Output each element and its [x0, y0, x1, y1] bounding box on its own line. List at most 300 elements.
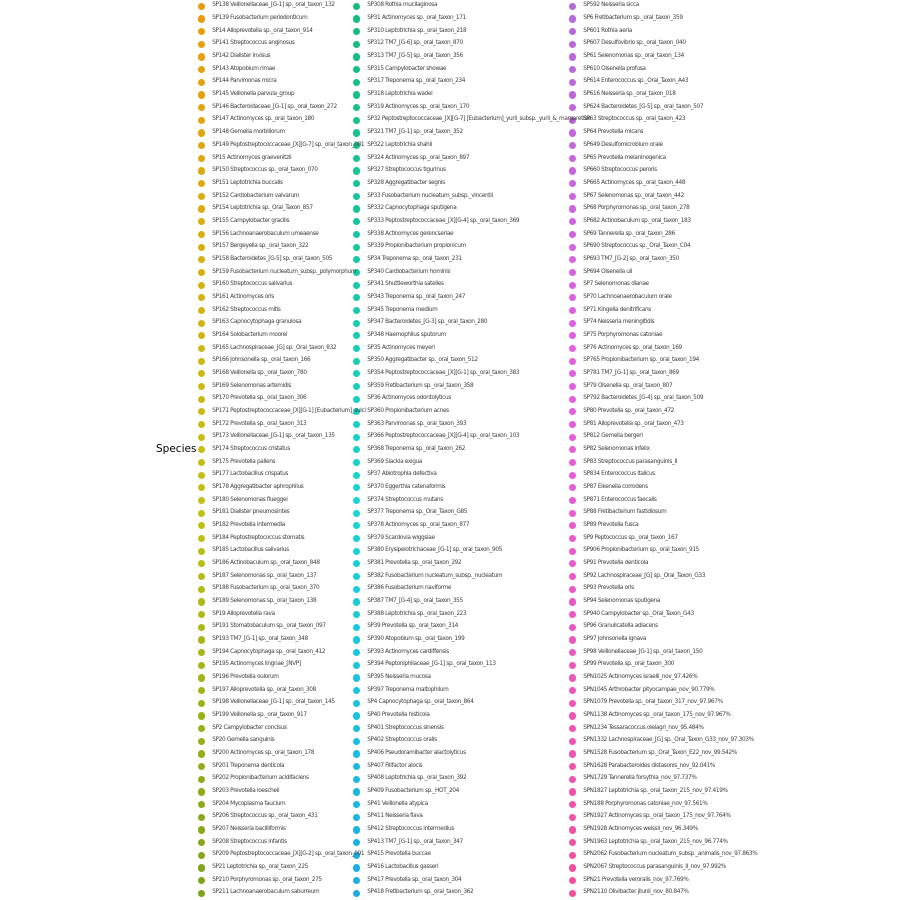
legend-entry-label: SP324 Actinomyces sp._oral_taxon_897 [367, 154, 470, 161]
legend-dot-icon [198, 307, 205, 314]
legend-entry-label: SP61 Selenomonas sp._oral_taxon_134 [583, 53, 684, 60]
legend-entry [198, 367, 366, 380]
legend-entry [353, 469, 591, 482]
legend-entry-label: SP138 Veillonellaceae_[G-1] sp._oral_taxon_132 [212, 2, 335, 9]
legend-entry [198, 811, 366, 824]
legend-entry [353, 849, 591, 862]
legend-entry [353, 215, 591, 228]
legend-entry [198, 51, 366, 64]
legend-entry-label: SP79 Olsenella sp._oral_taxon_807 [583, 382, 673, 389]
legend-entry [198, 862, 366, 875]
legend-dot-icon [198, 41, 205, 48]
legend-entry-label: SP204 Mycoplasma faucium [212, 800, 286, 807]
legend-entry-label: SP147 Actinomyces sp._oral_taxon_180 [212, 116, 315, 123]
legend-entry [198, 849, 366, 862]
legend-entry-label: SP206 Streptococcus sp._oral_taxon_431 [212, 813, 318, 820]
legend-entry-label: SP660 Streptococcus peroris [583, 167, 657, 174]
legend-entry [353, 25, 591, 38]
legend-entry [198, 393, 366, 406]
legend-entry [569, 482, 757, 495]
legend-entry-label: SP792 Bacteroidetes_[G-4] sp._oral_taxon_509 [583, 395, 704, 402]
legend-entry-label: SP370 Eggerthia catenaformis [367, 483, 446, 490]
legend-entry [198, 874, 366, 887]
legend-entry [353, 773, 591, 786]
legend-entry [353, 583, 591, 596]
legend-entry [198, 824, 366, 837]
legend-entry-label: SP387 TM7_[G-4] sp._oral_taxon_355 [367, 598, 463, 605]
legend-entry [569, 215, 757, 228]
legend-title: Species [156, 443, 197, 455]
legend-entry-label: SP180 Selenomonas flueggei [212, 496, 288, 503]
legend-entry [198, 760, 366, 773]
legend-entry [353, 634, 591, 647]
legend-dot-icon [198, 3, 205, 10]
legend-dot-icon [198, 231, 205, 238]
legend-entry-label: SPN2110 Olivibacter jilunii_nov_80.847% [583, 889, 689, 896]
legend-dot-icon [198, 776, 205, 783]
legend-entry-label: SP187 Selenomonas sp._oral_taxon_137 [212, 572, 317, 579]
legend-entry [569, 431, 757, 444]
legend-entry [569, 507, 757, 520]
legend-entry-label: SP71 Kingella denitrificans [583, 306, 651, 313]
legend-entry [353, 811, 591, 824]
legend-entry-label: SP193 TM7_[G-1] sp._oral_taxon_348 [212, 636, 308, 643]
legend-entry-label: SP15 Actinomyces graevenitzii [212, 154, 292, 161]
legend-entry [198, 152, 366, 165]
legend-dot-icon [198, 434, 205, 441]
legend-entry-label: SPN1138 Actinomyces sp._oral_taxon_175_nov_97.967% [583, 712, 731, 719]
legend-entry-label: SP32 Peptostreptococcaceae_[X][G-7] [Eubacterium]_yurii_subsp._yurii_&_margaretiae [367, 116, 591, 123]
legend-entry [198, 127, 366, 140]
legend-entry [353, 304, 591, 317]
legend-dot-icon [198, 446, 205, 453]
legend-entry [198, 773, 366, 786]
legend-entry-label: SP69 Tannerella sp._oral_taxon_286 [583, 230, 675, 237]
legend-entry [353, 291, 591, 304]
legend-entry [569, 279, 757, 292]
legend-entry [353, 241, 591, 254]
legend-entry-label: SP312 TM7_[G-6] sp._oral_taxon_870 [367, 40, 463, 47]
legend-dot-icon [198, 129, 205, 136]
legend-entry [569, 25, 757, 38]
legend-entry-label: SP173 Veillonellaceae_[G-1] sp._oral_taxon_135 [212, 433, 335, 440]
legend-entry-label: SP382 Fusobacterium nucleatum_subsp._nucleatum [367, 572, 503, 579]
legend-entry [198, 798, 366, 811]
legend-entry [353, 760, 591, 773]
legend-entry [198, 634, 366, 647]
legend-entry-label: SP610 Olsenella profusa [583, 65, 646, 72]
legend-entry [569, 735, 757, 748]
legend-entry-label: SP781 TM7_[G-1] sp._oral_taxon_869 [583, 369, 679, 376]
legend-entry-label: SP143 Atopobium rimae [212, 65, 276, 72]
legend-entry [569, 406, 757, 419]
legend-entry-label: SPN188 Porphyromonas catoniae_nov_97.561% [583, 800, 708, 807]
legend-dot-icon [198, 459, 205, 466]
legend-entry [353, 824, 591, 837]
legend-entry [569, 862, 757, 875]
legend-entry-label: SP196 Prevotella oulorum [212, 674, 279, 681]
legend-entry [198, 76, 366, 89]
legend-entry-label: SP37 Abiotrophia defectiva [367, 471, 437, 478]
legend-entry-label: SP74 Neisseria meningitidis [583, 319, 655, 326]
legend-entry-label: SP34 Treponema sp._oral_taxon_231 [367, 255, 462, 262]
legend-dot-icon [198, 674, 205, 681]
legend-entry-label: SPN1827 Leptotrichia sp._oral_taxon_215_nov_97.419% [583, 788, 728, 795]
legend-entry-label: SP97 Johnsonella ignava [583, 636, 647, 643]
legend-entry [198, 13, 366, 26]
legend-entry-label: SP89 Prevotella fusca [583, 521, 639, 528]
legend-entry [198, 431, 366, 444]
legend-entry [198, 177, 366, 190]
legend-entry-label: SP150 Streptococcus sp._oral_taxon_070 [212, 167, 318, 174]
legend-entry [569, 748, 757, 761]
legend-dot-icon [198, 826, 205, 833]
legend-entry-label: SP162 Streptococcus mitis [212, 306, 281, 313]
legend-entry-label: SP327 Streptococcus tigurinus [367, 167, 446, 174]
legend-entry [353, 165, 591, 178]
legend-entry [353, 887, 591, 900]
legend-entry-label: SP592 Neisseria sicca [583, 2, 639, 9]
legend-entry [353, 659, 591, 672]
legend-entry-label: SP616 Neisseria sp._oral_taxon_018 [583, 91, 676, 98]
legend-entry-label: SP332 Capnocytophaga sputigena [367, 205, 457, 212]
legend-entry-label: SP210 Porphyromonas sp._oral_taxon_275 [212, 876, 322, 883]
legend-entry-label: SP197 Alloprevotella sp._oral_taxon_308 [212, 686, 316, 693]
legend-entry-label: SP141 Streptococcus anginosus [212, 40, 295, 47]
legend-entry-label: SP178 Aggregatibacter aphrophilus [212, 483, 304, 490]
legend-dot-icon [198, 104, 205, 111]
legend-dot-icon [198, 497, 205, 504]
legend-entry [569, 634, 757, 647]
legend-dot-icon [198, 510, 205, 517]
legend-entry-label: SP166 Johnsonella sp._oral_taxon_166 [212, 357, 311, 364]
legend-entry-label: SP189 Selenomonas sp._oral_taxon_138 [212, 598, 317, 605]
legend-entry [569, 887, 757, 900]
legend-entry [198, 0, 366, 13]
legend-entry [353, 431, 591, 444]
legend-entry [198, 456, 366, 469]
legend-entry-label: SP83 Streptococcus parasanguinis_II [583, 458, 678, 465]
legend-entry-label: SP155 Campylobacter gracilis [212, 217, 290, 224]
legend-entry [353, 127, 591, 140]
legend-entry-label: SP401 Streptococcus sinensis [367, 724, 444, 731]
legend-entry [569, 63, 757, 76]
legend-dot-icon [198, 91, 205, 98]
legend-entry-label: SP14 Alloprevotella sp._oral_taxon_914 [212, 27, 313, 34]
legend-entry-label: SP359 Fretibacterium sp._oral_taxon_358 [367, 382, 474, 389]
legend-entry-label: SP366 Peptostreptococcaceae_[X][G-4] sp._oral_taxon_103 [367, 433, 520, 440]
legend-entry-label: SP142 Dialister invisus [212, 53, 271, 60]
legend-entry [569, 811, 757, 824]
legend-entry-label: SP317 Treponema sp._oral_taxon_234 [367, 78, 466, 85]
legend-entry [353, 862, 591, 875]
legend-dot-icon [198, 611, 205, 618]
legend-entry [198, 418, 366, 431]
legend-entry [198, 735, 366, 748]
legend-entry [569, 76, 757, 89]
legend-entry-label: SP4 Capnocytophaga sp._oral_taxon_864 [367, 699, 474, 706]
legend-entry-label: SP172 Prevotella sp._oral_taxon_313 [212, 420, 307, 427]
legend-entry-label: SP21 Leptotrichia sp._oral_taxon_225 [212, 864, 309, 871]
legend-entry [198, 114, 366, 127]
legend-entry [353, 444, 591, 457]
legend-entry [353, 406, 591, 419]
legend-dot-icon [198, 142, 205, 149]
legend-entry-label: SP156 Lachnoanaerobaculum umeaense [212, 230, 319, 237]
legend-entry-label: SP369 Slackia exigua [367, 458, 423, 465]
legend-dot-icon [198, 877, 205, 884]
legend-entry-label: SP601 Rothia aeria [583, 27, 632, 34]
legend-entry-label: SP164 Solobacterium moorei [212, 331, 288, 338]
legend-entry [569, 253, 757, 266]
legend-entry [198, 558, 366, 571]
legend-entry [353, 393, 591, 406]
legend-entry-label: SP76 Actinomyces sp._oral_taxon_169 [583, 344, 682, 351]
legend-dot-icon [198, 560, 205, 567]
legend-entry [353, 317, 591, 330]
legend-dot-icon [198, 117, 205, 124]
legend-entry [569, 0, 757, 13]
legend-entry-label: SP35 Actinomyces meyeri [367, 344, 435, 351]
legend-entry [569, 342, 757, 355]
legend-entry-label: SPN1045 Arthrobacter pityocampae_nov_90.779% [583, 686, 715, 693]
legend-entry [353, 710, 591, 723]
legend-entry [569, 786, 757, 799]
legend-entry-label: SP418 Fretibacterium sp._oral_taxon_362 [367, 889, 474, 896]
legend-entry-label: SP70 Lachnoanaerobaculum orale [583, 293, 672, 300]
legend-entry-label: SPN1528 Fusobacterium sp._Oral_Taxon_E22_nov_99.542% [583, 750, 738, 757]
legend-dot-icon [198, 396, 205, 403]
legend-entry-label: SP341 Shuttleworthia satelles [367, 281, 444, 288]
legend-entry-label: SP377 Treponema sp._Oral_Taxon_G85 [367, 509, 468, 516]
legend-entry-label: SP182 Prevotella intermedia [212, 521, 285, 528]
legend-entry [569, 836, 757, 849]
legend-entry-label: SP607 Desulfovibrio sp._oral_taxon_040 [583, 40, 686, 47]
legend-dot-icon [198, 636, 205, 643]
legend-entry [353, 418, 591, 431]
legend-column-2 [353, 0, 591, 900]
legend-entry [353, 114, 591, 127]
legend-entry [569, 114, 757, 127]
legend-entry-label: SPN1079 Prevotella sp._oral_taxon_317_nov_97.967% [583, 699, 723, 706]
legend-entry [198, 329, 366, 342]
legend-entry-label: SPN1332 Lachnospiraceae_[G] sp._Oral_Taxon_G33_nov_97.303% [583, 737, 754, 744]
legend-entry-label: SP411 Neisseria flava [367, 813, 423, 820]
legend-entry-label: SP169 Selenomonas artemidis [212, 382, 292, 389]
legend-dot-icon [198, 864, 205, 871]
legend-entry-label: SP693 TM7_[G-2] sp._oral_taxon_350 [583, 255, 679, 262]
legend-entry [198, 342, 366, 355]
legend-entry [353, 329, 591, 342]
legend-entry-label: SP397 Treponema maltophilum [367, 686, 449, 693]
legend-entry [198, 786, 366, 799]
legend-entry-label: SP207 Neisseria bacilliformis [212, 826, 286, 833]
legend-entry-label: SP96 Granulicatella adiacens [583, 623, 658, 630]
legend-entry [198, 241, 366, 254]
legend-entry [198, 621, 366, 634]
legend-entry [198, 710, 366, 723]
legend-dot-icon [198, 332, 205, 339]
legend-entry-label: SP338 Actinomyces gerencseriae [367, 230, 454, 237]
legend-entry [353, 684, 591, 697]
legend-entry [353, 63, 591, 76]
legend-dot-icon [198, 28, 205, 35]
legend-entry [198, 355, 366, 368]
legend-dot-icon [198, 788, 205, 795]
legend-entry [569, 165, 757, 178]
legend-entry [353, 520, 591, 533]
legend-entry-label: SP99 Prevotella sp._oral_taxon_300 [583, 661, 675, 668]
legend-entry [353, 89, 591, 102]
legend-entry [569, 659, 757, 672]
legend-entry-label: SP765 Propionibacterium sp._oral_taxon_194 [583, 357, 699, 364]
legend-entry-label: SP174 Streptococcus cristatus [212, 445, 291, 452]
legend-entry-label: SP9 Peptococcus sp._oral_taxon_167 [583, 534, 678, 541]
legend-entry-label: SP412 Streptococcus intermedius [367, 826, 454, 833]
legend-entry-label: SP67 Selenomonas sp._oral_taxon_442 [583, 192, 684, 199]
legend-entry-label: SP152 Cardiobacterium valvarum [212, 192, 300, 199]
legend-dot-icon [198, 586, 205, 593]
legend-entry [569, 38, 757, 51]
legend-entry [198, 608, 366, 621]
legend-entry-label: SPN2067 Streptococcus parasanguinis_II_nov_97.992% [583, 864, 726, 871]
legend-entry [569, 444, 757, 457]
legend-entry [569, 317, 757, 330]
legend-entry-label: SP333 Peptostreptococcaceae_[X][G-4] sp._oral_taxon_369 [367, 217, 520, 224]
legend-entry [569, 355, 757, 368]
legend-entry [353, 608, 591, 621]
legend-entry [569, 558, 757, 571]
legend-entry-label: SP390 Atopobium sp._oral_taxon_199 [367, 636, 465, 643]
legend-entry-label: SP91 Prevotella denticola [583, 560, 649, 566]
legend-dot-icon [198, 193, 205, 200]
legend-entry [353, 532, 591, 545]
legend-entry [569, 608, 757, 621]
legend-entry [353, 672, 591, 685]
legend-dot-icon [198, 345, 205, 352]
legend-entry [353, 735, 591, 748]
legend-dot-icon [198, 15, 205, 22]
legend-entry [353, 228, 591, 241]
legend-entry-label: SP812 Gemella bergeri [583, 433, 643, 440]
legend-entry-label: SP200 Actinomyces sp._oral_taxon_178 [212, 750, 315, 757]
legend-entry-label: SP940 Campylobacter sp._Oral_Taxon_G43 [583, 610, 694, 617]
legend-entry-label: SP161 Actinomyces oris [212, 293, 274, 300]
legend-entry [198, 887, 366, 900]
legend-entry [569, 697, 757, 710]
legend-entry-label: SP415 Prevotella buccae [367, 851, 431, 858]
legend-entry-label: SP328 Aggregatibacter segnis [367, 179, 445, 186]
legend-entry-label: SP40 Prevotella histicola [367, 712, 430, 719]
legend-entry-label: SP201 Treponema denticola [212, 762, 285, 769]
legend-entry-label: SP163 Capnocytophaga granulosa [212, 319, 302, 326]
legend-entry [353, 355, 591, 368]
legend-entry-label: SP402 Streptococcus oralis [367, 737, 437, 744]
legend-entry-label: SP168 Veillonella sp._oral_taxon_780 [212, 369, 307, 376]
legend-dot-icon [198, 522, 205, 529]
legend-dot-icon [198, 408, 205, 415]
legend-dot-icon [198, 218, 205, 225]
legend-entry [353, 13, 591, 26]
legend-entry-label: SP177 Lactobacillus crispatus [212, 471, 289, 478]
legend-entry [353, 596, 591, 609]
legend-entry [198, 266, 366, 279]
legend-entry-label: SP360 Propionibacterium acnes [367, 407, 449, 414]
legend-entry-label: SP68 Porphyromonas sp._oral_taxon_278 [583, 205, 690, 212]
legend-entry [198, 722, 366, 735]
legend-entry [569, 722, 757, 735]
legend-entry-label: SP409 Fusobacterium sp._HOT_204 [367, 788, 459, 795]
legend-entry-label: SP211 Lachnoanaerobaculum saburreum [212, 889, 320, 896]
legend-entry-label: SP393 Actinomyces cardiffensis [367, 648, 449, 655]
legend-dot-icon [198, 370, 205, 377]
legend-entry [198, 190, 366, 203]
legend-entry [198, 444, 366, 457]
legend-entry-label: SP906 Propionibacterium sp._oral_taxon_915 [583, 547, 699, 554]
legend-entry-label: SP7 Selenomonas dianae [583, 281, 649, 288]
legend-entry-label: SP149 Peptostreptococcaceae_[X][G-7] sp._oral_taxon_081 [212, 141, 365, 148]
legend-entry-label: SP407 Filifactor alocis [367, 762, 423, 769]
legend-entry-label: SP158 Bacteroidetes_[G-5] sp._oral_taxon_505 [212, 255, 333, 262]
legend-dot-icon [198, 155, 205, 162]
legend-dot-icon [198, 852, 205, 859]
legend-entry [353, 558, 591, 571]
legend-entry-label: SP614 Enterococcus sp._Oral_Taxon_A43 [583, 78, 689, 85]
legend-entry-label: SP82 Selenomonas infelix [583, 445, 650, 452]
legend-entry-label: SP665 Actinomyces sp._oral_taxon_448 [583, 179, 686, 186]
legend-dot-icon [198, 712, 205, 719]
legend-entry-label: SP195 Actinomyces lingnae_[NVP] [212, 661, 301, 668]
legend-entry [198, 545, 366, 558]
legend-entry-label: SP318 Leptotrichia wadei [367, 91, 433, 98]
legend-entry-label: SP20 Gemella sanguinis [212, 737, 275, 744]
legend-entry [353, 494, 591, 507]
legend-entry-label: SP347 Bacteroidetes_[G-3] sp._oral_taxon_280 [367, 319, 488, 326]
legend-entry [353, 722, 591, 735]
legend-entry-label: SP406 Pseudoramibacter alactolyticus [367, 750, 466, 757]
legend-entry-label: SP139 Fusobacterium periodonticum [212, 15, 308, 22]
legend-entry-label: SP65 Prevotella melaninogenica [583, 154, 666, 161]
legend-entry [569, 89, 757, 102]
legend-entry [198, 748, 366, 761]
legend-entry-label: SP94 Selenomonas sputigena [583, 598, 661, 605]
legend-entry [198, 380, 366, 393]
legend-entry-label: SP395 Neisseria mucosa [367, 674, 431, 681]
legend-entry [569, 203, 757, 216]
legend-entry [353, 507, 591, 520]
legend-dot-icon [198, 839, 205, 846]
legend-entry-label: SP145 Veillonella parvula_group [212, 91, 295, 98]
legend-dot-icon [198, 801, 205, 808]
legend-dot-icon [198, 535, 205, 542]
legend-dot-icon [198, 725, 205, 732]
legend-entry-label: SP63 Streptococcus sp._oral_taxon_423 [583, 116, 686, 123]
legend-dot-icon [198, 548, 205, 555]
legend-entry [353, 342, 591, 355]
legend-entry [569, 621, 757, 634]
legend-entry-label: SP379 Scardovia wiggsiae [367, 534, 435, 541]
legend-entry [353, 203, 591, 216]
legend-dot-icon [198, 79, 205, 86]
legend-entry [198, 317, 366, 330]
legend-entry-label: SP194 Capnocytophaga sp._oral_taxon_412 [212, 648, 326, 655]
legend-entry-label: SP345 Treponema medium [367, 306, 438, 313]
legend-entry-label: SP170 Prevotella sp._oral_taxon_306 [212, 395, 307, 402]
legend-entry [353, 621, 591, 634]
legend-entry-label: SP319 Actinomyces sp._oral_taxon_170 [367, 103, 470, 110]
legend-entry-label: SP308 Rothia mucilaginosa [367, 2, 438, 9]
legend-entry [353, 367, 591, 380]
